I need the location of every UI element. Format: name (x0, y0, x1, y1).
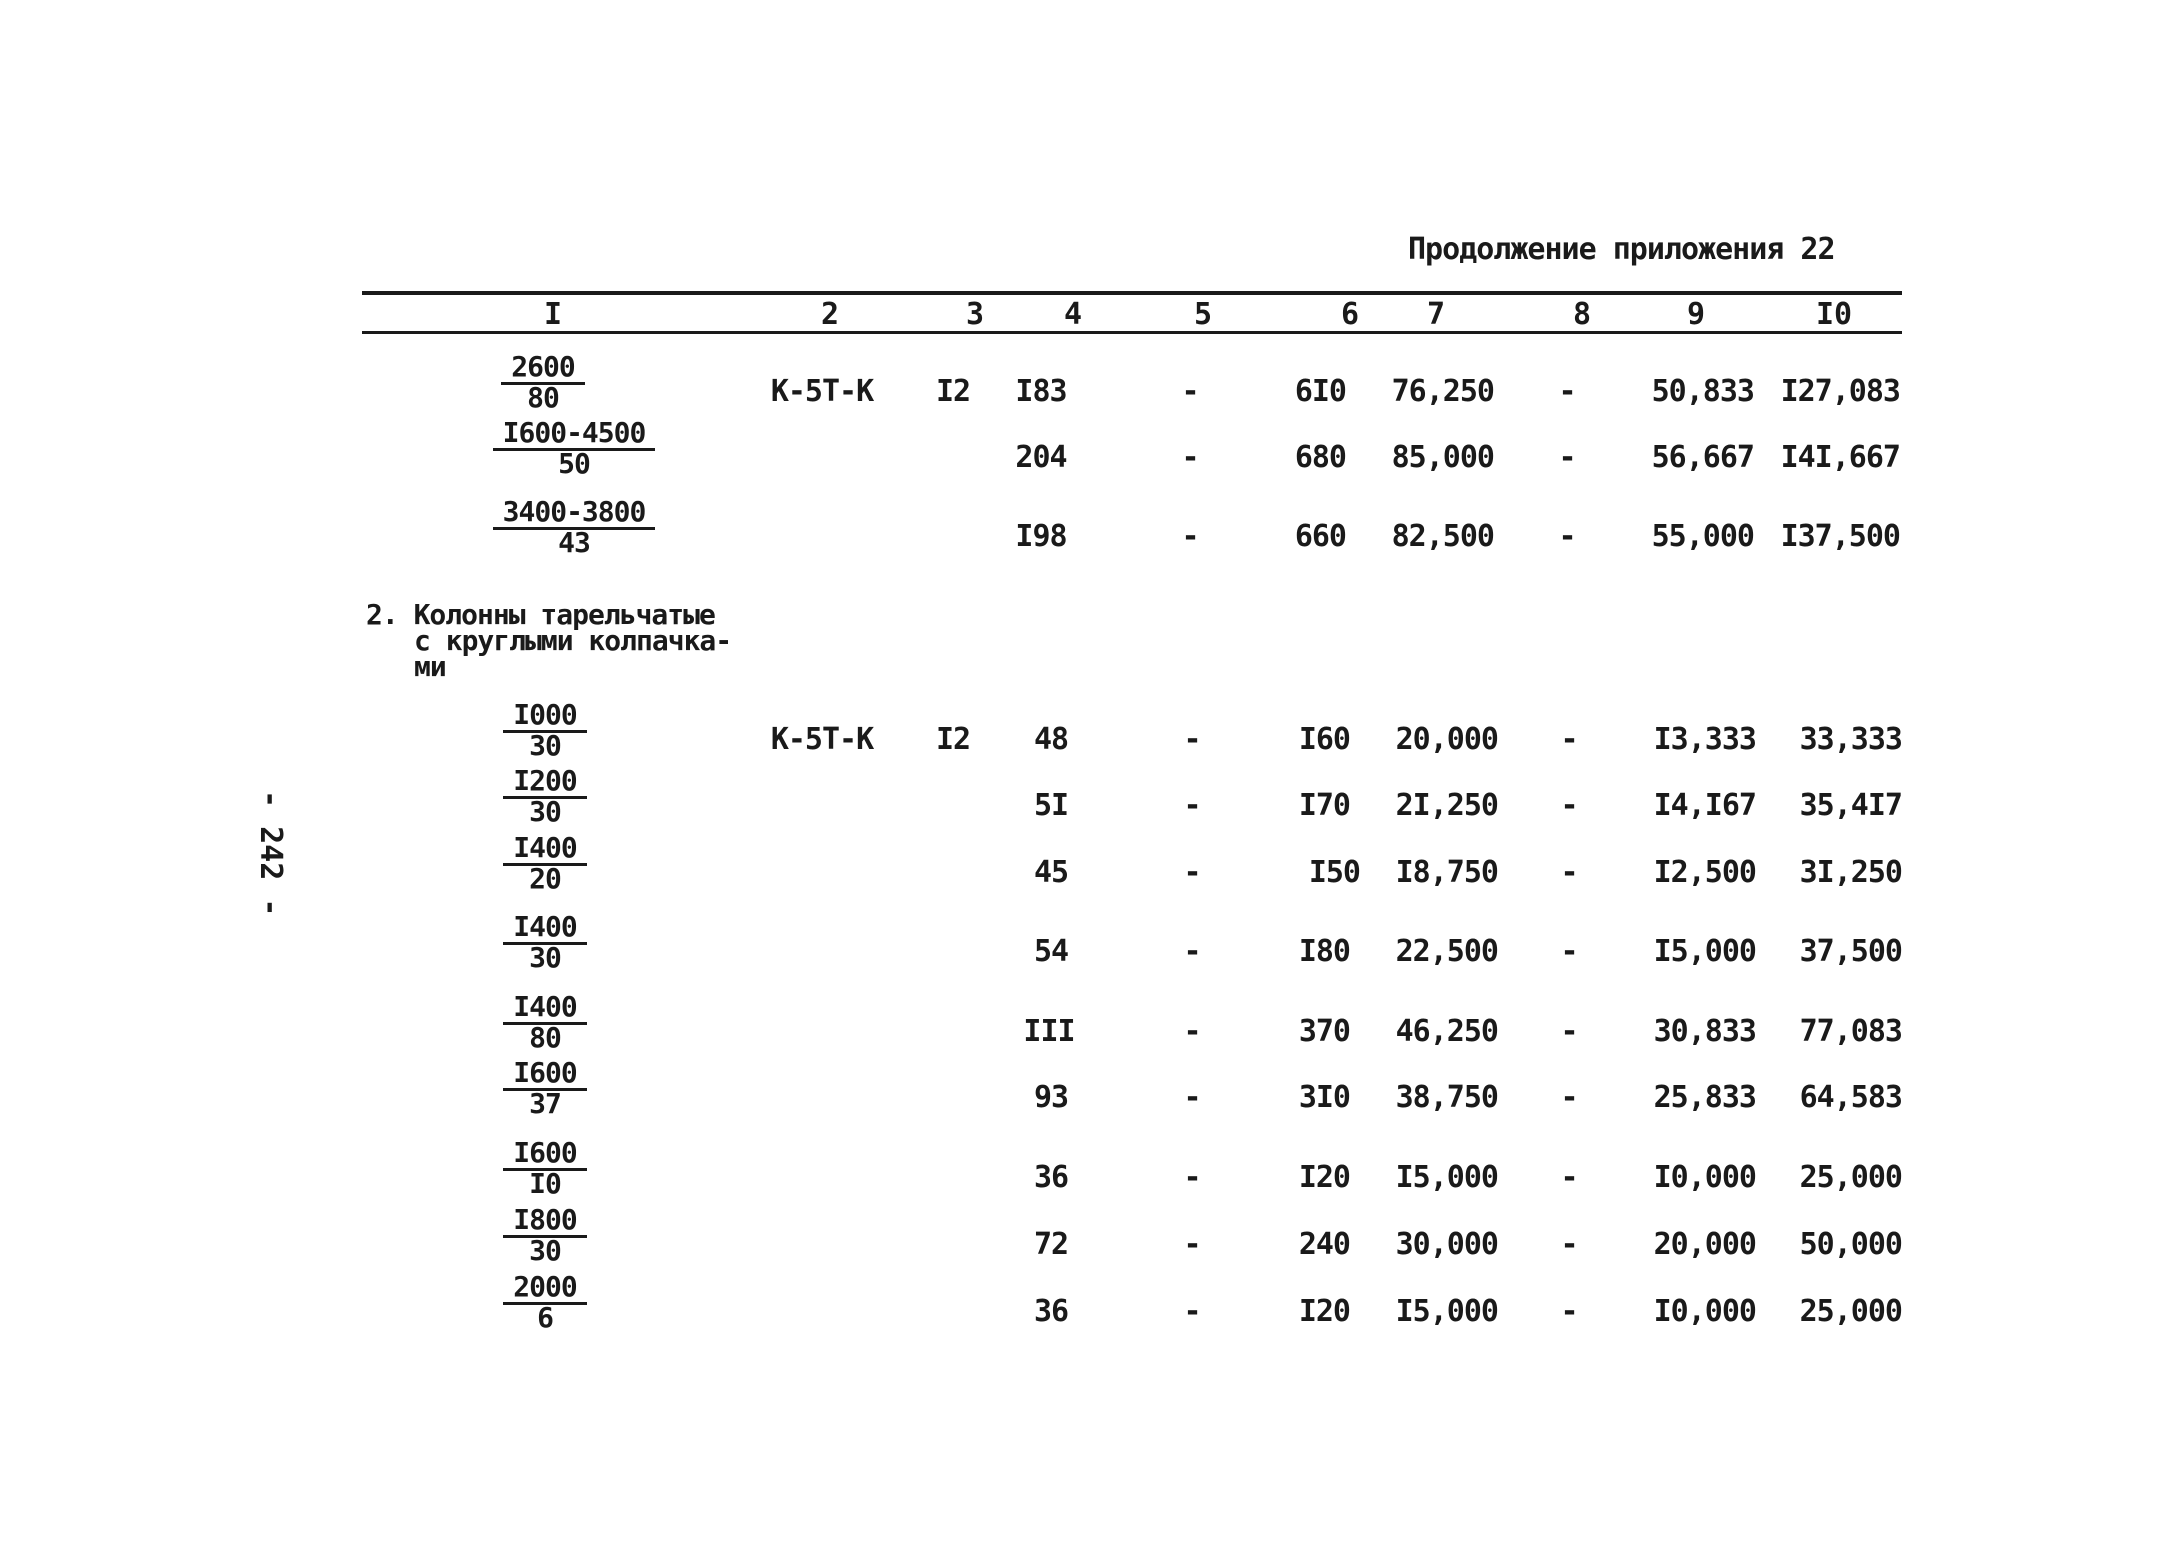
cell-col9: I2,500 (1653, 855, 1756, 890)
cell-col7: I8,750 (1395, 855, 1498, 890)
fraction-denominator: 30 (529, 941, 561, 974)
fraction-denominator: 30 (529, 795, 561, 828)
fraction-numerator: 3400-3800 (493, 497, 656, 530)
cell-col4: 204 (1015, 440, 1067, 475)
table-row (0, 766, 2184, 836)
cell-col5: - (1183, 934, 1201, 969)
cell-col8: - (1558, 374, 1576, 409)
cell-col10: I4I,667 (1780, 440, 1900, 475)
fraction-numerator: I400 (503, 912, 586, 945)
column-number-6: 6 (1340, 297, 1360, 332)
cell-col5: - (1183, 1227, 1201, 1262)
table-top-rule (362, 291, 1902, 295)
cell-col6: I20 (1298, 1294, 1350, 1329)
cell-col8: - (1560, 934, 1578, 969)
cell-col7: 76,250 (1391, 374, 1494, 409)
cell-col9: I5,000 (1653, 934, 1756, 969)
cell-col8: - (1558, 519, 1576, 554)
cell-col5: - (1183, 855, 1201, 890)
cell-col7: I5,000 (1395, 1160, 1498, 1195)
size-fraction (454, 495, 694, 559)
cell-col9: 55,000 (1651, 519, 1754, 554)
cell-col9: I3,333 (1653, 722, 1756, 757)
size-fraction (425, 1136, 665, 1200)
cell-col9: 56,667 (1651, 440, 1754, 475)
table-row (0, 1058, 2184, 1128)
size-fraction (425, 1203, 665, 1267)
cell-col9: 30,833 (1653, 1014, 1756, 1049)
cell-col4: I98 (1015, 519, 1067, 554)
cell-col4: 93 (1033, 1080, 1069, 1115)
fraction-numerator: 2000 (503, 1272, 586, 1305)
section-title-line-2: с круглыми колпачка- (414, 624, 732, 657)
cell-col5: - (1181, 374, 1199, 409)
size-fraction (425, 910, 665, 974)
cell-col8: - (1558, 440, 1576, 475)
cell-col5: - (1183, 1014, 1201, 1049)
cell-col7: 46,250 (1395, 1014, 1498, 1049)
cell-col5: - (1183, 1294, 1201, 1329)
cell-col4: 36 (1033, 1294, 1069, 1329)
cell-col7: I5,000 (1395, 1294, 1498, 1329)
cell-col4: 5I (1033, 788, 1069, 823)
section-title (366, 598, 766, 683)
cell-col9: 20,000 (1653, 1227, 1756, 1262)
cell-col4: III (1023, 1014, 1075, 1049)
page-header: Продолжение приложения 22 (1408, 232, 1835, 267)
cell-col5: - (1183, 788, 1201, 823)
table-row (0, 418, 2184, 488)
cell-col6: 240 (1298, 1227, 1350, 1262)
fraction-denominator: 30 (529, 729, 561, 762)
fraction-denominator: 6 (537, 1301, 553, 1334)
size-fraction (425, 1270, 665, 1334)
page-number: - 242 - (253, 790, 288, 917)
cell-brand: К-5Т-К (770, 722, 874, 757)
cell-brand: К-5Т-К (770, 374, 874, 409)
cell-col8: - (1560, 1294, 1578, 1329)
cell-col9: 25,833 (1653, 1080, 1756, 1115)
size-fraction (425, 1056, 665, 1120)
fraction-denominator: 20 (529, 862, 561, 895)
cell-col6: 660 (1294, 519, 1346, 554)
cell-col6: I50 (1308, 855, 1360, 890)
fraction-denominator: 50 (558, 447, 590, 480)
cell-col5: - (1183, 722, 1201, 757)
cell-col6: 3I0 (1298, 1080, 1350, 1115)
size-fraction (423, 350, 663, 414)
cell-col10: I27,083 (1780, 374, 1900, 409)
size-fraction (425, 990, 665, 1054)
cell-col3: I2 (935, 722, 971, 757)
cell-col8: - (1560, 1014, 1578, 1049)
fraction-denominator: I0 (529, 1167, 561, 1200)
fraction-numerator: 2600 (501, 352, 584, 385)
cell-col10: 3I,250 (1799, 855, 1902, 890)
column-number-8: 8 (1572, 297, 1592, 332)
table-row (0, 833, 2184, 903)
size-fraction (454, 416, 694, 480)
table-row (0, 1272, 2184, 1342)
fraction-denominator: 80 (529, 1021, 561, 1054)
cell-col9: 50,833 (1651, 374, 1754, 409)
cell-col4: 45 (1033, 855, 1069, 890)
section-title-line-3: ми (414, 650, 446, 683)
cell-col8: - (1560, 855, 1578, 890)
column-number-7: 7 (1426, 297, 1446, 332)
fraction-denominator: 43 (558, 526, 590, 559)
fraction-numerator: I600 (503, 1138, 586, 1171)
cell-col10: I37,500 (1780, 519, 1900, 554)
cell-col7: 20,000 (1395, 722, 1498, 757)
cell-col5: - (1181, 440, 1199, 475)
cell-col8: - (1560, 1227, 1578, 1262)
fraction-denominator: 80 (527, 381, 559, 414)
table-row (0, 1138, 2184, 1208)
cell-col6: I70 (1298, 788, 1350, 823)
cell-col4: 72 (1033, 1227, 1069, 1262)
fraction-numerator: I400 (503, 992, 586, 1025)
table-row (0, 992, 2184, 1062)
cell-col8: - (1560, 788, 1578, 823)
column-number-1: I (543, 297, 563, 332)
fraction-numerator: I800 (503, 1205, 586, 1238)
cell-col6: 370 (1298, 1014, 1350, 1049)
fraction-denominator: 37 (529, 1087, 561, 1120)
cell-col7: 2I,250 (1395, 788, 1498, 823)
cell-col10: 25,000 (1799, 1294, 1902, 1329)
size-fraction (425, 831, 665, 895)
cell-col8: - (1560, 1080, 1578, 1115)
column-number-3: 3 (965, 297, 985, 332)
column-number-4: 4 (1063, 297, 1083, 332)
table-row (0, 912, 2184, 982)
cell-col5: - (1183, 1160, 1201, 1195)
cell-col8: - (1560, 1160, 1578, 1195)
cell-col10: 25,000 (1799, 1160, 1902, 1195)
cell-col4: 48 (1033, 722, 1069, 757)
cell-col6: 680 (1294, 440, 1346, 475)
cell-col6: I80 (1298, 934, 1350, 969)
size-fraction (425, 698, 665, 762)
table-row (0, 352, 2184, 422)
cell-col10: 33,333 (1799, 722, 1902, 757)
cell-col7: 22,500 (1395, 934, 1498, 969)
cell-col6: 6I0 (1294, 374, 1346, 409)
cell-col7: 38,750 (1395, 1080, 1498, 1115)
cell-col7: 85,000 (1391, 440, 1494, 475)
cell-col10: 64,583 (1799, 1080, 1902, 1115)
table-row (0, 497, 2184, 567)
cell-col4: I83 (1015, 374, 1067, 409)
column-number-9: 9 (1686, 297, 1706, 332)
column-number-2: 2 (820, 297, 840, 332)
column-number-10: I0 (1815, 297, 1853, 332)
fraction-numerator: I400 (503, 833, 586, 866)
table-row (0, 700, 2184, 770)
cell-col4: 54 (1033, 934, 1069, 969)
cell-col9: I0,000 (1653, 1294, 1756, 1329)
cell-col5: - (1181, 519, 1199, 554)
fraction-denominator: 30 (529, 1234, 561, 1267)
table-row (0, 1205, 2184, 1275)
section-title-line-1: 2. Колонны тарельчатые (366, 598, 715, 631)
cell-col4: 36 (1033, 1160, 1069, 1195)
cell-col6: I60 (1298, 722, 1350, 757)
cell-col7: 82,500 (1391, 519, 1494, 554)
fraction-numerator: I600-4500 (493, 418, 656, 451)
cell-col10: 35,4I7 (1799, 788, 1902, 823)
cell-col10: 37,500 (1799, 934, 1902, 969)
fraction-numerator: I000 (503, 700, 586, 733)
cell-col5: - (1183, 1080, 1201, 1115)
fraction-numerator: I600 (503, 1058, 586, 1091)
fraction-numerator: I200 (503, 766, 586, 799)
cell-col8: - (1560, 722, 1578, 757)
cell-col9: I0,000 (1653, 1160, 1756, 1195)
cell-col10: 77,083 (1799, 1014, 1902, 1049)
cell-col3: I2 (935, 374, 971, 409)
column-number-5: 5 (1193, 297, 1213, 332)
cell-col6: I20 (1298, 1160, 1350, 1195)
cell-col7: 30,000 (1395, 1227, 1498, 1262)
cell-col10: 50,000 (1799, 1227, 1902, 1262)
cell-col9: I4,I67 (1653, 788, 1756, 823)
size-fraction (425, 764, 665, 828)
